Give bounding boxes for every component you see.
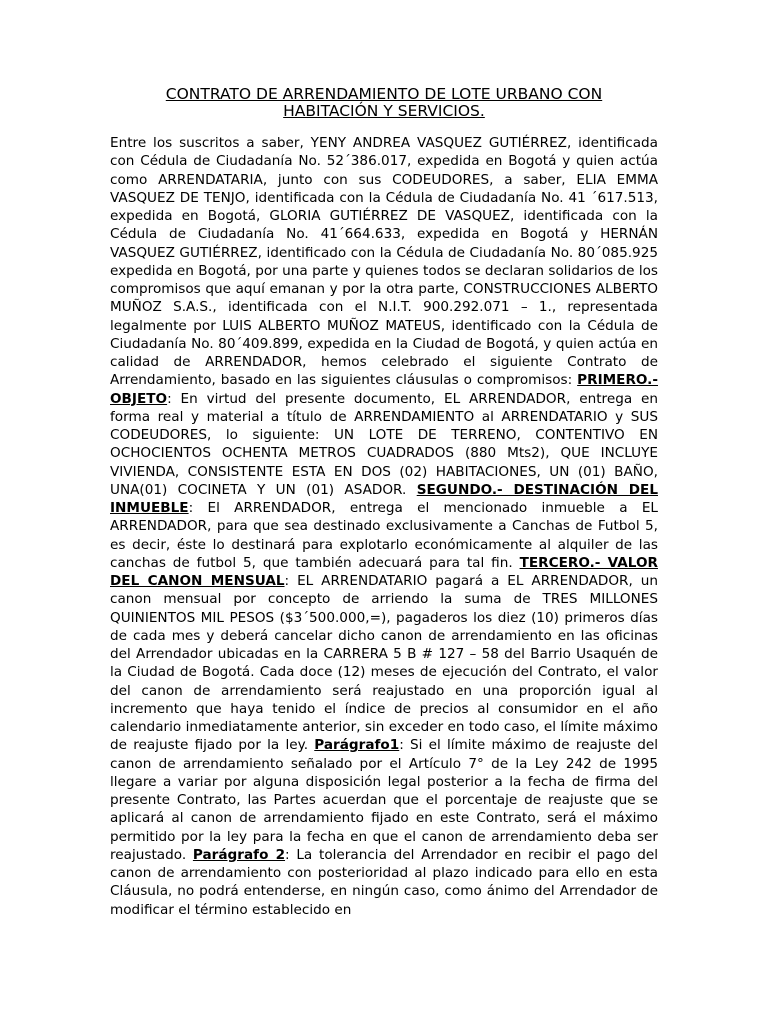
body-segment: : En virtud del presente documento, EL ARRENDADOR, entrega en forma real y material a título de ARRENDAMIENTO al ARRENDATARIO y SUS CODEUDORES, lo siguiente: UN LOTE DE TERRENO, CONTENTIVO EN OCHOCIENTOS OCHENTA METROS CUADRADOS (880 Mts2), QUE INCLUYE VIVIENDA, CONSISTENTE ESTA EN DOS (02) HABITACIONES, UN (01) BAÑO, UNA(01) COCINETA Y UN (01) ASADOR. (110, 390, 658, 498)
body-segment: : Si el límite máximo de reajuste del canon de arrendamiento señalado por el Artículo 7° de la Ley 242 de 1995 llegare a variar por alguna disposición legal posterior a la fecha de firma del presente Contrato, las Partes acuerdan que el porcentaje de reajuste que se aplicará al canon de arrendamiento fijado en este Contrato, será el máximo permitido por la ley para la fecha en que el canon de arrendamiento deba ser reajustado. (110, 737, 658, 863)
body-segment: : El ARRENDADOR, entrega el mencionado inmueble a EL ARRENDADOR, para que sea destinado exclusivamente a Canchas de Futbol 5, es decir, éste lo destinará para explotarlo económicamente al alquiler de las canchas de futbol 5, que también adecuará para tal fin. (110, 500, 658, 571)
clause-heading-tercero: TERCERO.- VALOR DEL CANON MENSUAL (110, 554, 658, 589)
paragraph-heading-1: Parágrafo1 (314, 737, 400, 754)
body-segment: : La tolerancia del Arrendador en recibir el pago del canon de arrendamiento con posterioridad al plazo indicado para ello en esta Cláusula, no podrá entenderse, en ningún caso, como ánimo del Arrendador de modificar el término establecido en (110, 846, 659, 918)
title-line-1: CONTRATO DE ARRENDAMIENTO DE LOTE URBANO CON (165, 85, 603, 103)
body-segment: : EL ARRENDATARIO pagará a EL ARRENDADOR, un canon mensual por concepto de arriendo la suma de TRES MILLONES QUINIENTOS MIL PESOS ($3´500.000,=), pagaderos los diez (10) primeros días de cada mes y deberá cancelar dicho canon de arrendamiento en las oficinas del Arrendador ubicadas en la CARRERA 5 B # 127 – 58 del Barrio Usaquén de la Ciudad de Bogotá. Cada doce (12) meses de ejecución del Contrato, el valor del canon de arrendamiento será reajustado en una proporción igual al incremento que haya tenido el índice de precios al consumidor en el año calendario inmediatamente anterior, sin exceder en todo caso, el límite máximo de reajuste fijado por la ley. (110, 573, 658, 754)
paragraph-heading-2: Parágrafo 2 (192, 846, 286, 863)
clause-heading-segundo: SEGUNDO.- DESTINACIÓN DEL INMUEBLE (110, 481, 658, 516)
document-title (110, 86, 658, 120)
contract-body (110, 134, 658, 919)
title-line-2: HABITACIÓN Y SERVICIOS. (283, 102, 485, 120)
body-segment: Entre los suscritos a saber, YENY ANDREA VASQUEZ GUTIÉRREZ, identificada con Cédula de Ciudadanía No. 52´386.017, expedida en Bogotá y quien actúa como ARRENDATARIA, junto con sus CODEUDORES, a saber, ELIA EMMA VASQUEZ DE TENJO, identificada con la Cédula de Ciudadanía No. 41 ´617.513, expedida en Bogotá, GLORIA GUTIÉRREZ DE VASQUEZ, identificada con la Cédula de Ciudadanía No. 41´664.633, expedida en Bogotá y HERNÁN VASQUEZ GUTIÉRREZ, identificado con la Cédula de Ciudadanía No. 80´085.925 expedida en Bogotá, por una parte y quienes todos se declaran solidarios de los compromisos que aquí emanan y por la otra parte, CONSTRUCCIONES ALBERTO MUÑOZ S.A.S., identificada con el N.I.T. 900.292.071 – 1., representada legalmente por LUIS ALBERTO MUÑOZ MATEUS, identificado con la Cédula de Ciudadanía No. 80´409.899, expedida en la Ciudad de Bogotá, y quien actúa en calidad de ARRENDADOR, hemos celebrado el siguiente Contrato de Arrendamiento, basado en las siguientes cláusulas o compromisos: (110, 135, 658, 389)
clause-heading-primero: PRIMERO.- OBJETO (110, 372, 658, 407)
